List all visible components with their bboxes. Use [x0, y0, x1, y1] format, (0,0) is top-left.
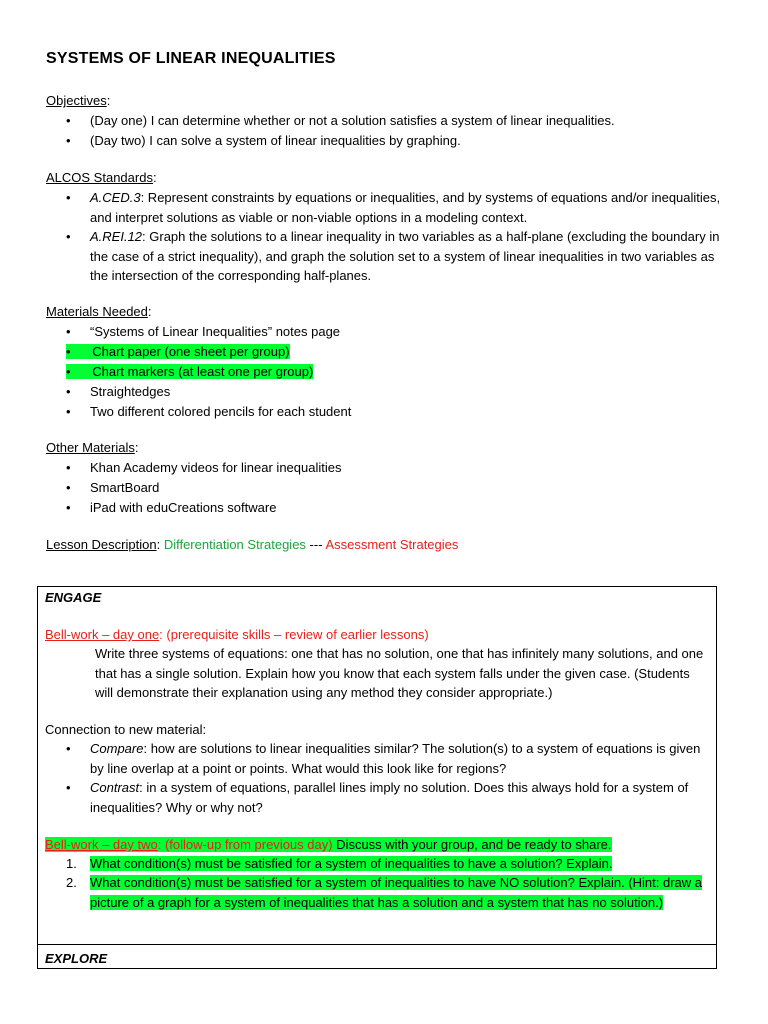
list-item: • A.REI.12: Graph the solutions to a linear inequality in two variables as a half-plane (excluding the boundary in the case of a strict inequality), and graph the solution set to a system of linear inequalities in two variables as the intersection of the corresponding half-planes. — [66, 229, 720, 283]
list-item: • “Systems of Linear Inequalities” notes page — [66, 324, 341, 339]
assessment-label: Assessment Strategies — [325, 537, 459, 552]
objectives-heading: Objectives: — [46, 93, 111, 108]
list-item: • SmartBoard — [66, 480, 160, 495]
standard-code: A.REI.12 — [90, 229, 143, 244]
list-item: • Straightedges — [66, 384, 171, 399]
question-item: 2. What condition(s) must be satisfied for a system of inequalities to have NO solution? Explain. (Hint: draw a picture of a graph for a system of inequalities that has a solution and a system that has no solution.) — [66, 875, 703, 910]
bellwork-day-one: Bell-work – day one: (prerequisite skills – review of earlier lessons) — [45, 627, 429, 642]
list-item: • iPad with eduCreations software — [66, 500, 277, 515]
list-item: • A.CED.3: Represent constraints by equations or inequalities, and by systems of equations and/or inequalities, and interpret solutions as viable or non-viable options in a modeling context. — [66, 190, 721, 225]
bellwork-day-two: Bell-work – day two: (follow-up from previous day) Discuss with your group, and be ready to share. — [45, 837, 612, 852]
materials-heading: Materials Needed: — [46, 304, 152, 319]
table-divider — [38, 944, 716, 945]
list-item: • Two different colored pencils for each student — [66, 404, 352, 419]
list-item: • Chart markers (at least one per group) — [66, 364, 314, 379]
list-item: • (Day one) I can determine whether or not a solution satisfies a system of linear inequalities. — [66, 113, 615, 128]
connection-heading: Connection to new material: — [45, 722, 207, 737]
page-title: SYSTEMS OF LINEAR INEQUALITIES — [46, 50, 336, 67]
question-item: 1. What condition(s) must be satisfied for a system of inequalities to have a solution? Explain. — [66, 856, 613, 871]
compare-item: • Compare: how are solutions to linear inequalities similar? The solution(s) to a system of equations is given by line overlap at a point or points. What would this look like for regions? — [66, 741, 701, 776]
lesson-description: Lesson Description: Differentiation Strategies --- Assessment Strategies — [46, 537, 459, 552]
other-materials-heading: Other Materials: — [46, 440, 139, 455]
standards-heading: ALCOS Standards: — [46, 170, 157, 185]
list-item: • (Day two) I can solve a system of linear inequalities by graphing. — [66, 133, 461, 148]
contrast-item: • Contrast: in a system of equations, parallel lines imply no solution. Does this always hold for a system of inequalities? Why or why not? — [66, 780, 689, 815]
explore-heading: EXPLORE — [45, 951, 108, 966]
differentiation-label: Differentiation Strategies — [163, 537, 306, 552]
engage-heading: ENGAGE — [45, 590, 102, 605]
standard-code: A.CED.3 — [90, 190, 141, 205]
list-item: • Chart paper (one sheet per group) — [66, 344, 290, 359]
list-item: • Khan Academy videos for linear inequalities — [66, 460, 342, 475]
lesson-table — [37, 586, 717, 969]
bellwork-day-one-text: Write three systems of equations: one that has no solution, one that has infinitely many solutions, and one that has a single solution. Explain how you know that each system falls under the given case. (Students will demonstrate their explanation using any method they consider appropriate.) — [95, 646, 704, 700]
